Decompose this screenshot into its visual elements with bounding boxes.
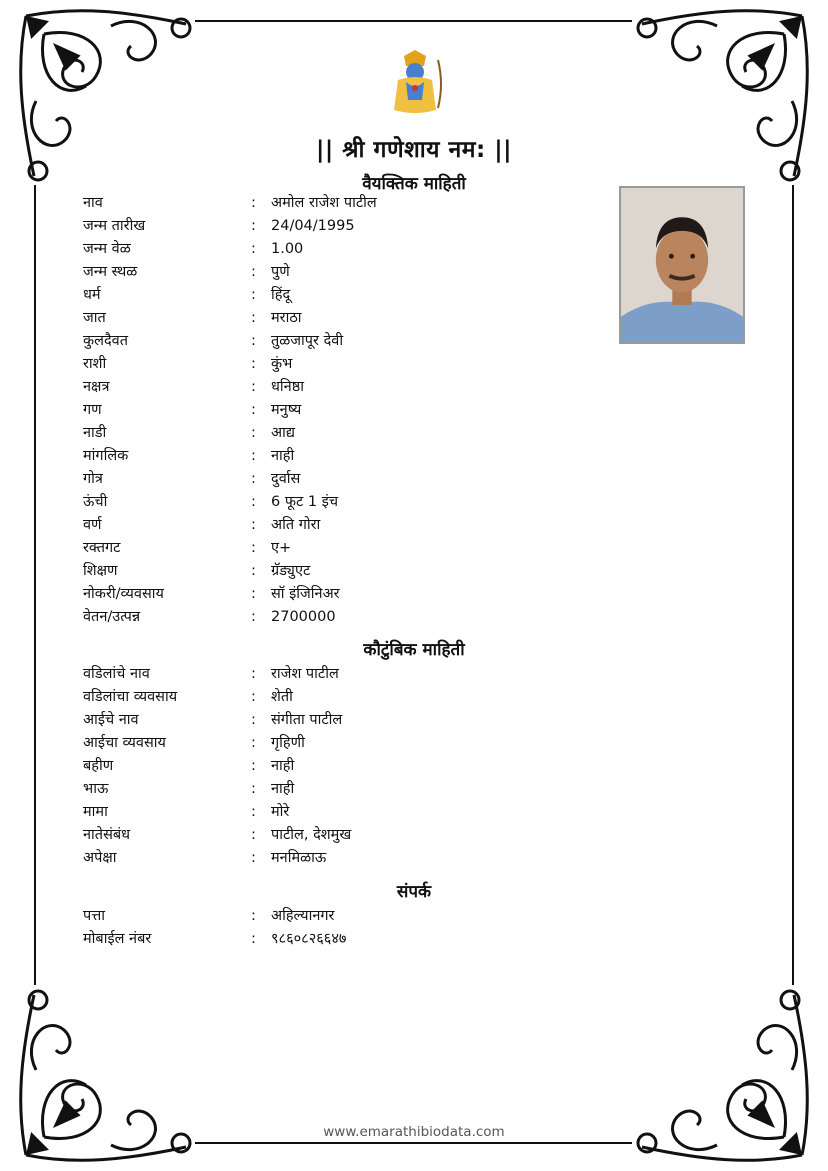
contact-section-heading: संपर्क (396, 882, 432, 902)
personal-row-label: जात (83, 310, 106, 326)
family-row-label: भाऊ (83, 781, 109, 797)
personal-row-value: हिंदू (271, 287, 291, 303)
row-separator: : (251, 333, 256, 349)
row-separator: : (251, 448, 256, 464)
row-separator: : (251, 609, 256, 625)
row-separator: : (251, 356, 256, 372)
personal-row-label: गण (83, 402, 102, 418)
contact-row-label: मोबाईल नंबर (83, 931, 152, 947)
personal-row-value: 24/04/1995 (271, 218, 355, 234)
row-separator: : (251, 666, 256, 682)
row-separator: : (251, 850, 256, 866)
row-separator: : (251, 804, 256, 820)
deity-icon (384, 50, 446, 118)
page-title: || श्री गणेशाय नम: || (315, 137, 513, 163)
personal-row-value: ग्रॅड्युएट (271, 563, 311, 579)
family-row-value: पाटील, देशमुख (271, 827, 352, 843)
personal-row-label: नाव (83, 195, 103, 211)
row-separator: : (251, 586, 256, 602)
personal-row-value: अति गोरा (271, 517, 321, 533)
border-left-line (34, 185, 36, 985)
personal-row-label: जन्म स्थळ (83, 264, 138, 280)
border-right-line (792, 185, 794, 985)
family-row-value: मोरे (271, 804, 290, 820)
family-row-value: शेती (271, 689, 293, 705)
personal-row-label: जन्म वेळ (83, 241, 131, 257)
family-row-label: वडिलांचा व्यवसाय (83, 689, 178, 705)
personal-row-label: राशी (83, 356, 107, 372)
row-separator: : (251, 540, 256, 556)
personal-row-value: 6 फूट 1 इंच (271, 494, 339, 510)
personal-row-label: नाडी (83, 425, 107, 441)
row-separator: : (251, 287, 256, 303)
row-separator: : (251, 689, 256, 705)
row-separator: : (251, 908, 256, 924)
row-separator: : (251, 471, 256, 487)
border-bottom-line (195, 1142, 632, 1144)
personal-row-value: दुर्वास (271, 471, 301, 487)
personal-row-label: वर्ण (83, 517, 102, 533)
row-separator: : (251, 195, 256, 211)
row-separator: : (251, 218, 256, 234)
row-separator: : (251, 563, 256, 579)
family-row-value: नाही (271, 758, 295, 774)
row-separator: : (251, 781, 256, 797)
footer-website: www.emarathibiodata.com (323, 1124, 505, 1140)
personal-section-heading: वैयक्तिक माहिती (362, 174, 466, 194)
row-separator: : (251, 517, 256, 533)
family-row-value: संगीता पाटील (271, 712, 343, 728)
row-separator: : (251, 402, 256, 418)
family-section-heading: कौटुंबिक माहिती (363, 640, 465, 660)
family-row-label: अपेक्षा (83, 850, 117, 866)
family-row-value: मनमिळाऊ (271, 850, 327, 866)
personal-row-value: पुणे (271, 264, 290, 280)
row-separator: : (251, 735, 256, 751)
personal-row-label: शिक्षण (83, 563, 118, 579)
row-separator: : (251, 712, 256, 728)
row-separator: : (251, 241, 256, 257)
border-top-line (195, 20, 632, 22)
contact-row-value: ९८६०८२६६४७ (271, 931, 347, 947)
row-separator: : (251, 310, 256, 326)
row-separator: : (251, 931, 256, 947)
personal-row-value: आद्य (271, 425, 295, 441)
row-separator: : (251, 758, 256, 774)
personal-row-label: रक्तगट (83, 540, 121, 556)
family-row-value: गृहिणी (271, 735, 305, 751)
personal-row-value: मनुष्य (271, 402, 302, 418)
family-row-value: राजेश पाटील (271, 666, 339, 682)
personal-row-value: अमोल राजेश पाटील (271, 195, 377, 211)
personal-row-label: धर्म (83, 287, 101, 303)
contact-row-label: पत्ता (83, 908, 106, 924)
personal-row-label: गोत्र (83, 471, 103, 487)
family-row-label: आईचा व्यवसाय (83, 735, 166, 751)
personal-row-value: ए+ (271, 540, 292, 556)
family-row-value: नाही (271, 781, 295, 797)
family-row-label: बहीण (83, 758, 114, 774)
personal-row-value: सॉ इंजिनिअर (271, 586, 340, 602)
personal-row-value: धनिष्ठा (271, 379, 305, 395)
personal-row-label: नोकरी/व्यवसाय (83, 586, 164, 602)
contact-row-value: अहिल्यानगर (271, 908, 335, 924)
personal-row-value: कुंभ (271, 356, 293, 372)
personal-row-value: तुळजापूर देवी (271, 333, 344, 349)
personal-row-label: ऊंची (83, 494, 108, 510)
personal-row-label: नक्षत्र (83, 379, 110, 395)
personal-row-value: 1.00 (271, 241, 304, 257)
personal-row-value: मराठा (271, 310, 302, 326)
profile-photo (619, 186, 745, 344)
row-separator: : (251, 264, 256, 280)
family-row-label: आईचे नाव (83, 712, 139, 728)
personal-row-value: 2700000 (271, 609, 336, 625)
family-row-label: मामा (83, 804, 108, 820)
personal-row-label: कुलदैवत (83, 333, 128, 349)
row-separator: : (251, 827, 256, 843)
family-row-label: नातेसंबंध (83, 827, 131, 843)
row-separator: : (251, 379, 256, 395)
row-separator: : (251, 425, 256, 441)
personal-row-label: जन्म तारीख (83, 218, 146, 234)
personal-row-label: मांगलिक (83, 448, 129, 464)
personal-row-value: नाही (271, 448, 295, 464)
row-separator: : (251, 494, 256, 510)
family-row-label: वडिलांचे नाव (83, 666, 150, 682)
personal-row-label: वेतन/उत्पन्न (83, 609, 141, 625)
